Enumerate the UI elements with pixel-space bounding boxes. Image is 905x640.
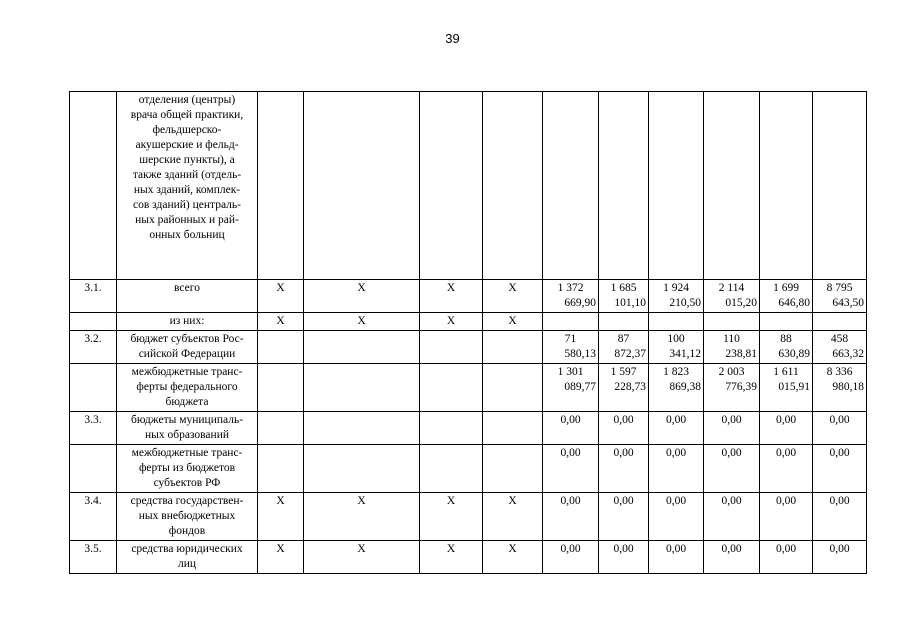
value-cell — [813, 541, 867, 574]
value-line: 1 699 — [773, 282, 799, 294]
table-row — [70, 493, 867, 541]
x-mark-cell: Х — [304, 493, 420, 541]
value-line: 0,00 — [721, 543, 742, 555]
row-name-line: средства государствен- — [130, 495, 244, 507]
value-cell — [704, 331, 760, 364]
value-line: 1 611 — [773, 366, 799, 378]
value-line: 0,00 — [613, 414, 634, 426]
header-text-line: шерские пункты), а — [139, 154, 235, 166]
header-empty-cell — [543, 92, 599, 280]
header-empty-cell — [420, 92, 483, 280]
value-line: 0,00 — [665, 447, 687, 459]
x-mark-cell — [483, 331, 543, 364]
x-mark-cell: Х — [258, 313, 304, 331]
value-line: 1 597 — [610, 366, 637, 378]
header-text-line: сов зданий) централь- — [133, 199, 241, 211]
x-mark-cell: Х — [483, 313, 543, 331]
table-row — [70, 445, 867, 493]
value-line: 110 — [723, 333, 740, 345]
value-cell — [543, 412, 599, 445]
value-line: 0,00 — [721, 495, 742, 507]
header-empty-cell — [483, 92, 543, 280]
value-line: 0,00 — [829, 447, 850, 459]
value-line: 87 — [617, 333, 630, 345]
row-name-cell — [117, 280, 258, 313]
value-line: 669,90 — [564, 297, 596, 309]
value-line: 0,00 — [560, 543, 581, 555]
value-line: 8 336 — [826, 366, 853, 378]
value-cell — [599, 313, 649, 331]
value-line: 1 372 — [557, 282, 584, 294]
row-name-cell — [117, 541, 258, 574]
value-line: 869,38 — [669, 381, 701, 393]
value-line: 0,00 — [613, 495, 634, 507]
value-cell — [543, 313, 599, 331]
header-text-line: ных районных и рай- — [135, 214, 239, 226]
x-mark-cell — [258, 364, 304, 412]
x-mark-cell: Х — [483, 493, 543, 541]
x-mark-cell — [304, 364, 420, 412]
value-cell — [599, 280, 649, 313]
value-line: 228,73 — [614, 381, 646, 393]
x-mark-cell — [420, 412, 483, 445]
row-name-line: фондов — [168, 525, 206, 537]
row-name-line: ферты из бюджетов — [138, 462, 235, 474]
header-num-cell — [70, 92, 117, 280]
x-mark-cell: Х — [304, 541, 420, 574]
header-empty-cell — [760, 92, 813, 280]
row-name-line: бюджета — [165, 396, 209, 408]
value-line: 2 003 — [718, 366, 745, 378]
value-line: 8 795 — [826, 282, 853, 294]
value-cell — [543, 445, 599, 493]
row-name-line: межбюджетные транс- — [131, 366, 243, 378]
value-cell — [813, 493, 867, 541]
row-name-line: средства юридических — [131, 543, 243, 555]
value-cell — [649, 364, 704, 412]
value-line: 0,00 — [560, 414, 581, 426]
row-name-cell — [117, 445, 258, 493]
table-header-row — [70, 92, 867, 280]
header-text-line: ных зданий, комплек- — [133, 184, 241, 196]
value-cell — [649, 541, 704, 574]
header-text-line: акушерские и фельд- — [135, 139, 239, 151]
row-number-cell — [70, 364, 117, 412]
row-name-cell — [117, 493, 258, 541]
value-cell — [813, 280, 867, 313]
x-mark-cell: Х — [258, 493, 304, 541]
value-line: 0,00 — [829, 495, 850, 507]
header-empty-cell — [813, 92, 867, 280]
value-line: 1 823 — [663, 366, 689, 378]
row-name-cell — [117, 364, 258, 412]
x-mark-cell: Х — [420, 280, 483, 313]
value-line: 1 301 — [557, 366, 584, 378]
value-line: 0,00 — [560, 447, 581, 459]
value-cell — [813, 412, 867, 445]
value-line: 015,91 — [778, 381, 810, 393]
value-line: 0,00 — [613, 447, 634, 459]
row-name-line: бюджеты муниципаль- — [130, 414, 244, 426]
value-cell — [704, 364, 760, 412]
x-mark-cell: Х — [483, 541, 543, 574]
row-number-cell: 3.4. — [70, 493, 117, 541]
value-cell — [599, 331, 649, 364]
value-cell — [599, 541, 649, 574]
x-mark-cell — [304, 331, 420, 364]
value-cell — [760, 541, 813, 574]
value-line: 1 924 — [663, 282, 689, 294]
value-line: 580,13 — [564, 348, 596, 360]
header-empty-cell — [649, 92, 704, 280]
table-row — [70, 313, 867, 331]
table-row — [70, 541, 867, 574]
value-cell — [760, 412, 813, 445]
row-name-line: из них: — [169, 315, 205, 327]
header-empty-cell — [258, 92, 304, 280]
header-text-line: отделения (центры) — [138, 94, 236, 106]
x-mark-cell: Х — [483, 280, 543, 313]
value-line: 872,37 — [614, 348, 646, 360]
table-row — [70, 280, 867, 313]
value-cell — [704, 445, 760, 493]
value-cell — [760, 445, 813, 493]
value-line: 0,00 — [775, 447, 797, 459]
x-mark-cell: Х — [420, 313, 483, 331]
header-name-cell — [117, 92, 258, 280]
value-cell — [760, 364, 813, 412]
value-line: 100 — [667, 333, 685, 345]
x-mark-cell — [483, 412, 543, 445]
row-name-line: всего — [174, 282, 200, 294]
header-empty-cell — [704, 92, 760, 280]
row-name-line: межбюджетные транс- — [131, 447, 243, 459]
value-line: 089,77 — [564, 381, 596, 393]
table-row — [70, 412, 867, 445]
value-line: 0,00 — [665, 495, 687, 507]
value-line: 663,32 — [832, 348, 864, 360]
header-text-line: фельдшерско- — [152, 124, 222, 136]
value-cell — [704, 280, 760, 313]
x-mark-cell: Х — [420, 541, 483, 574]
x-mark-cell — [258, 445, 304, 493]
value-cell — [760, 280, 813, 313]
x-mark-cell — [420, 331, 483, 364]
table-row — [70, 331, 867, 364]
value-cell — [543, 280, 599, 313]
header-empty-cell — [599, 92, 649, 280]
row-number-cell — [70, 313, 117, 331]
value-cell — [813, 364, 867, 412]
row-name-line: субъектов РФ — [153, 477, 221, 489]
x-mark-cell: Х — [420, 493, 483, 541]
value-line: 1 685 — [610, 282, 637, 294]
value-cell — [649, 412, 704, 445]
value-line: 0,00 — [775, 495, 797, 507]
x-mark-cell — [483, 364, 543, 412]
value-cell — [543, 364, 599, 412]
row-name-line: бюджет субъектов Рос- — [130, 333, 244, 345]
value-cell — [704, 541, 760, 574]
row-name-line: ных внебюджетных — [138, 510, 236, 522]
header-text-line: врача общей практики, — [130, 109, 244, 121]
value-cell — [704, 493, 760, 541]
value-line: 0,00 — [775, 543, 797, 555]
value-cell — [543, 541, 599, 574]
value-cell — [599, 445, 649, 493]
x-mark-cell: Х — [304, 313, 420, 331]
value-line: 458 — [830, 333, 849, 345]
x-mark-cell: Х — [258, 541, 304, 574]
value-line: 88 — [780, 333, 792, 345]
value-cell — [813, 313, 867, 331]
row-number-cell: 3.2. — [70, 331, 117, 364]
page-number: 39 — [445, 31, 460, 46]
value-cell — [704, 313, 760, 331]
value-cell — [813, 331, 867, 364]
x-mark-cell — [304, 412, 420, 445]
value-line: 0,00 — [560, 495, 581, 507]
value-line: 0,00 — [829, 543, 850, 555]
value-line: 238,81 — [725, 348, 757, 360]
row-name-line: сийской Федерации — [138, 348, 236, 360]
value-cell — [649, 313, 704, 331]
value-cell — [649, 493, 704, 541]
value-line: 71 — [564, 333, 577, 345]
value-line: 980,18 — [832, 381, 864, 393]
value-cell — [649, 280, 704, 313]
header-text-line: также зданий (отдель- — [132, 169, 242, 181]
x-mark-cell — [483, 445, 543, 493]
row-number-cell — [70, 445, 117, 493]
row-number-cell: 3.1. — [70, 280, 117, 313]
header-empty-cell — [304, 92, 420, 280]
value-cell — [649, 445, 704, 493]
x-mark-cell — [258, 412, 304, 445]
value-line: 776,39 — [725, 381, 757, 393]
value-cell — [543, 493, 599, 541]
x-mark-cell — [304, 445, 420, 493]
value-line: 0,00 — [721, 414, 742, 426]
value-cell — [704, 412, 760, 445]
row-name-cell — [117, 331, 258, 364]
value-line: 2 114 — [718, 282, 745, 294]
x-mark-cell: Х — [258, 280, 304, 313]
budget-table — [69, 91, 867, 574]
x-mark-cell — [258, 331, 304, 364]
row-name-line: лиц — [177, 558, 197, 570]
value-cell — [813, 445, 867, 493]
table-row — [70, 364, 867, 412]
value-line: 0,00 — [665, 414, 687, 426]
row-name-cell — [117, 412, 258, 445]
value-line: 0,00 — [665, 543, 687, 555]
value-line: 630,89 — [778, 348, 810, 360]
row-name-line: ных образований — [144, 429, 230, 441]
value-cell — [760, 331, 813, 364]
row-number-cell: 3.5. — [70, 541, 117, 574]
value-cell — [760, 493, 813, 541]
value-line: 0,00 — [613, 543, 634, 555]
row-name-line: ферты федерального — [136, 381, 238, 393]
value-line: 101,10 — [614, 297, 646, 309]
value-cell — [599, 364, 649, 412]
value-line: 643,50 — [832, 297, 864, 309]
value-cell — [599, 493, 649, 541]
value-cell — [543, 331, 599, 364]
value-cell — [599, 412, 649, 445]
value-line: 646,80 — [778, 297, 810, 309]
row-name-cell — [117, 313, 258, 331]
x-mark-cell — [420, 445, 483, 493]
x-mark-cell — [420, 364, 483, 412]
value-line: 341,12 — [669, 348, 701, 360]
value-cell — [649, 331, 704, 364]
value-line: 0,00 — [721, 447, 742, 459]
row-number-cell: 3.3. — [70, 412, 117, 445]
value-line: 0,00 — [829, 414, 850, 426]
x-mark-cell: Х — [304, 280, 420, 313]
header-text-line: онных больниц — [149, 229, 225, 241]
value-cell — [760, 313, 813, 331]
value-line: 015,20 — [725, 297, 757, 309]
value-line: 0,00 — [775, 414, 797, 426]
value-line: 210,50 — [669, 297, 701, 309]
